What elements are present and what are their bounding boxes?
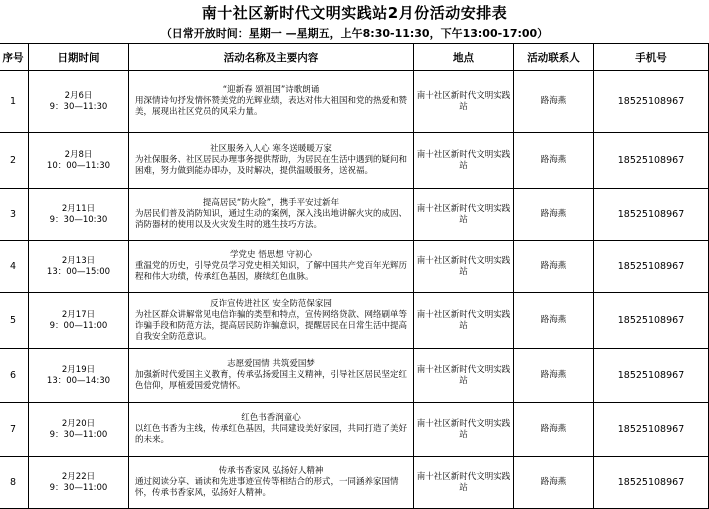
activity-body: 为社区群众讲解常见电信诈骗的类型和特点，宣传网络贷款、网络刷单等诈骗手段和防范方法，提高居民防诈骗意识，提醒居民在日常生活中提高自我安全防范意识。 xyxy=(135,309,408,342)
row-place: 南十社区新时代文明实践站 xyxy=(414,349,514,403)
row-contact: 路海燕 xyxy=(514,71,594,133)
row-contact: 路海燕 xyxy=(514,241,594,293)
row-datetime xyxy=(29,293,129,349)
row-activity xyxy=(129,403,414,457)
row-activity xyxy=(129,293,414,349)
row-place: 南十社区新时代文明实践站 xyxy=(414,293,514,349)
row-phone: 18525108967 xyxy=(594,403,709,457)
row-date: 2月19日 xyxy=(61,364,96,375)
row-phone: 18525108967 xyxy=(594,293,709,349)
row-phone: 18525108967 xyxy=(594,189,709,241)
row-seq: 3 xyxy=(0,189,29,241)
table-row xyxy=(0,457,709,509)
header-activity: 活动名称及主要内容 xyxy=(129,44,414,71)
header-place: 地点 xyxy=(414,44,514,71)
table-row xyxy=(0,241,709,293)
activity-body: 以红色书香为主线，传承红色基因，共同建设美好家园，共同打造了美好的未来。 xyxy=(135,424,408,445)
row-date: 2月11日 xyxy=(61,203,96,214)
row-time: 10：00—11:30 xyxy=(46,160,111,171)
row-place: 南十社区新时代文明实践站 xyxy=(414,133,514,189)
row-phone: 18525108967 xyxy=(594,133,709,189)
row-seq: 1 xyxy=(0,71,29,133)
activity-title: 学党史 悟思想 守初心 xyxy=(230,250,312,260)
row-datetime xyxy=(29,241,129,293)
activity-title: 红色书香润童心 xyxy=(241,413,301,423)
row-date: 2月8日 xyxy=(64,149,93,160)
row-datetime xyxy=(29,403,129,457)
table-header-row xyxy=(0,44,709,71)
header-phone: 手机号 xyxy=(594,44,709,71)
row-activity xyxy=(129,71,414,133)
table-row xyxy=(0,189,709,241)
row-seq: 2 xyxy=(0,133,29,189)
row-activity xyxy=(129,349,414,403)
row-time: 9：30—11:00 xyxy=(49,482,108,493)
activity-body: 用深情诗句抒发情怀赞美党的光辉业绩，表达对伟大祖国和党的热爱和赞美，展现出社区党员的风采力量。 xyxy=(135,96,408,117)
row-phone: 18525108967 xyxy=(594,71,709,133)
row-time: 9：00—11:00 xyxy=(49,320,108,331)
table-row xyxy=(0,349,709,403)
table-row xyxy=(0,403,709,457)
activity-title: 社区服务入人心 寒冬送暖暖万家 xyxy=(210,144,332,154)
activity-title: 志愿爱国情 共筑爱国梦 xyxy=(227,359,315,369)
row-time: 9：30—11:30 xyxy=(49,101,108,112)
row-seq: 7 xyxy=(0,403,29,457)
row-datetime xyxy=(29,133,129,189)
row-place: 南十社区新时代文明实践站 xyxy=(414,241,514,293)
activity-title: “迎新春 颂祖国”诗歌朗诵 xyxy=(222,85,320,95)
table-row xyxy=(0,71,709,133)
table-row xyxy=(0,293,709,349)
activity-body: 通过阅读分享、诵读和先进事迹宣传等相结合的形式，一同涵养家国情怀，传承书香家风，弘扬好人精神。 xyxy=(135,477,399,498)
row-seq: 4 xyxy=(0,241,29,293)
row-date: 2月13日 xyxy=(61,255,96,266)
row-contact: 路海燕 xyxy=(514,403,594,457)
row-activity xyxy=(129,457,414,509)
row-phone: 18525108967 xyxy=(594,241,709,293)
row-contact: 路海燕 xyxy=(514,133,594,189)
row-activity xyxy=(129,189,414,241)
row-contact: 路海燕 xyxy=(514,293,594,349)
row-date: 2月17日 xyxy=(61,309,96,320)
row-phone: 18525108967 xyxy=(594,457,709,509)
row-place: 南十社区新时代文明实践站 xyxy=(414,403,514,457)
activity-title: 提高居民“防火险”，携手平安过新年 xyxy=(202,198,340,208)
row-activity xyxy=(129,241,414,293)
row-place: 南十社区新时代文明实践站 xyxy=(414,189,514,241)
row-time: 13：00—15:00 xyxy=(46,266,111,277)
activity-body: 重温党的历史，引导党员学习党史相关知识，了解中国共产党百年光辉历程和伟大功绩，传承红色基因，赓续红色血脉。 xyxy=(135,261,408,282)
opening-hours-subtitle: （日常开放时间：星期一 —星期五，上午8:30-11:30，下午13:00-17:00） xyxy=(160,27,549,40)
row-datetime xyxy=(29,349,129,403)
row-place: 南十社区新时代文明实践站 xyxy=(414,71,514,133)
header-seq: 序号 xyxy=(0,44,29,71)
row-time: 9：30—11:00 xyxy=(49,429,108,440)
row-datetime xyxy=(29,71,129,133)
row-contact: 路海燕 xyxy=(514,349,594,403)
activity-title: 传承书香家风 弘扬好人精神 xyxy=(218,466,324,476)
activity-body: 为居民们普及消防知识，通过生动的案例，深入浅出地讲解火灾的成因、消防器材的使用以及火灾发生时的逃生技巧方法。 xyxy=(135,209,408,230)
header-contact: 活动联系人 xyxy=(514,44,594,71)
row-time: 9：30—10:30 xyxy=(49,214,108,225)
activity-body: 为社保服务、社区居民办理事务提供帮助，为居民在生活中遇到的疑问和困难，努力做到能办即办，及时解决，提供温暖服务，送祝福。 xyxy=(135,155,408,176)
row-datetime xyxy=(29,457,129,509)
activity-schedule-table xyxy=(0,43,709,509)
activity-title: 反诈宣传进社区 安全防范保家园 xyxy=(210,298,332,309)
row-place: 南十社区新时代文明实践站 xyxy=(414,457,514,509)
page-title: 南十社区新时代文明实践站2月份活动安排表 xyxy=(201,4,508,22)
row-date: 2月6日 xyxy=(64,90,93,101)
row-contact: 路海燕 xyxy=(514,189,594,241)
row-time: 13：00—14:30 xyxy=(46,375,111,386)
table-row xyxy=(0,133,709,189)
row-date: 2月22日 xyxy=(61,471,96,482)
row-datetime xyxy=(29,189,129,241)
activity-body: 加强新时代爱国主义教育，传承弘扬爱国主义精神，引导社区居民坚定红色信仰，厚植爱国爱党情怀。 xyxy=(135,370,408,391)
row-activity xyxy=(129,133,414,189)
row-date: 2月20日 xyxy=(61,418,96,429)
row-contact: 路海燕 xyxy=(514,457,594,509)
row-phone: 18525108967 xyxy=(594,349,709,403)
row-seq: 6 xyxy=(0,349,29,403)
header-datetime: 日期时间 xyxy=(29,44,129,71)
row-seq: 8 xyxy=(0,457,29,509)
row-seq: 5 xyxy=(0,293,29,349)
